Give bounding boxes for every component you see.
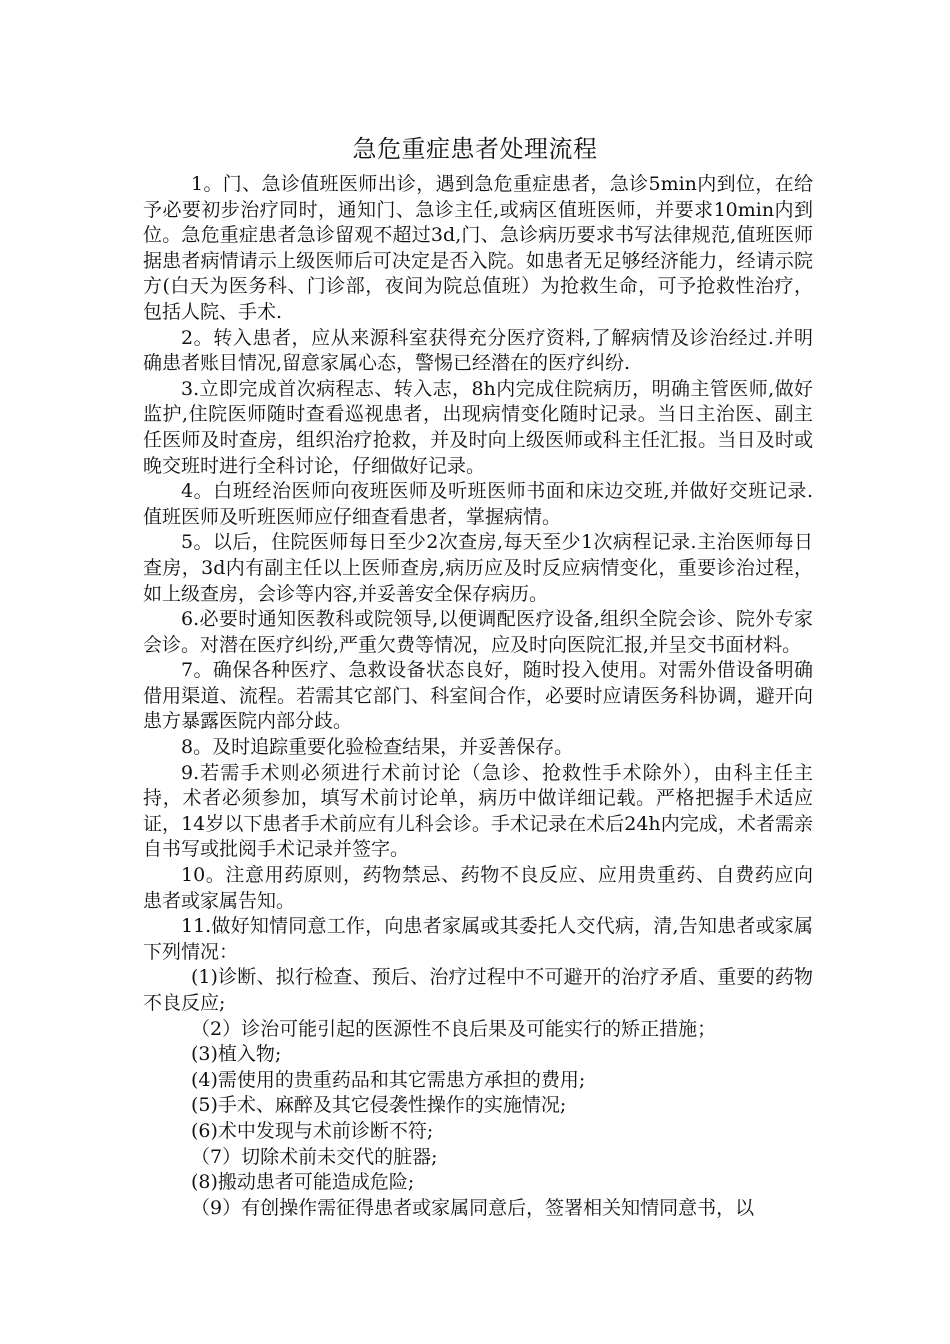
list-item-3: (3)植入物; — [191, 1043, 282, 1066]
paragraph-9: 9.若需手术则必须进行术前讨论（急诊、抢救性手术除外），由科主任主持，术者必须参加，填写术前讨论单，病历中做详细记载。严格把握手术适应证，14岁以下患者手术前应有儿科会诊。手术记录在术后24h内完成，术者需亲自书写或批阅手术记录并签字。 — [143, 761, 813, 861]
paragraph-4: 4。白班经治医师向夜班医师及听班医师书面和床边交班,并做好交班记录.值班医师及听班医师应仔细查看患者，掌握病情。 — [143, 480, 813, 528]
list-item-9: （9）有创操作需征得患者或家属同意后，签署相关知情同意书，以 — [191, 1196, 755, 1219]
paragraph-2: 2。转入患者，应从来源科室获得充分医疗资料,了解病情及诊治经过.并明确患者账目情况,留意家属心态，警惕已经潜在的医疗纠纷. — [143, 326, 813, 375]
list-item-1: (1)诊断、拟行检查、预后、治疗过程中不可避开的治疗矛盾、重要的药物不良反应; — [143, 966, 813, 1014]
document-body — [143, 172, 813, 1221]
paragraph-8: 8。及时追踪重要化验检查结果，并妥善保存。 — [181, 736, 574, 759]
paragraph-5: 5。以后，住院医师每日至少2次查房,每天至少1次病程记录.主治医师每日查房，3d内有副主任以上医师查房,病历应及时反应病情变化，重要诊治过程，如上级查房，会诊等内容,并妥善安全保存病历。 — [143, 531, 813, 605]
paragraph-11: 11.做好知情同意工作，向患者家属或其委托人交代病，清,告知患者或家属下列情况： — [143, 915, 813, 963]
paragraph-6: 6.必要时通知医教科或院领导,以便调配医疗设备,组织全院会诊、院外专家会诊。对潜在医疗纠纷,严重欠费等情况，应及时向医院汇报,并呈交书面材料。 — [143, 608, 813, 656]
list-item-5: (5)手术、麻醉及其它侵袭性操作的实施情况; — [191, 1094, 567, 1117]
list-item-2: （2）诊治可能引起的医源性不良后果及可能实行的矫正措施； — [191, 1017, 717, 1040]
paragraph-7: 7。确保各种医疗、急救设备状态良好，随时投入使用。对需外借设备明确借用渠道、流程。若需其它部门、科室间合作，必要时应请医务科协调，避开向患方暴露医院内部分歧。 — [143, 659, 813, 733]
list-item-4: (4)需使用的贵重药品和其它需患方承担的费用; — [191, 1068, 586, 1091]
list-item-7: （7）切除术前未交代的脏器; — [191, 1145, 438, 1168]
paragraph-3: 3.立即完成首次病程志、转入志，8h内完成住院病历，明确主管医师,做好监护,住院医师随时查看巡视患者，出现病情变化随时记录。当日主治医、副主任医师及时查房，组织治疗抢救，并及时向上级医师或科主任汇报。当日及时或晚交班时进行全科讨论，仔细做好记录。 — [143, 377, 813, 477]
paragraph-10: 10。注意用药原则，药物禁忌、药物不良反应、应用贵重药、自费药应向患者或家属告知。 — [143, 864, 813, 912]
paragraph-1: 1。门、急诊值班医师出诊，遇到急危重症患者，急诊5min内到位，在给予必要初步治疗同时，通知门、急诊主任,或病区值班医师，并要求10min内到位。急危重症患者急诊留观不超过3d,门、急诊病历要求书写法律规范,值班医师据患者病情请示上级医师后可决定是否入院。如患者无足够经济能力，经请示院方(白天为医务科、门诊部，夜间为院总值班）为抢救生命，可予抢救性治疗，包括人院、手术. — [143, 173, 813, 323]
document-title: 急危重症患者处理流程 — [352, 135, 598, 163]
list-item-6: (6)术中发现与术前诊断不符; — [191, 1119, 434, 1142]
list-item-8: (8)搬动患者可能造成危险; — [191, 1171, 415, 1194]
